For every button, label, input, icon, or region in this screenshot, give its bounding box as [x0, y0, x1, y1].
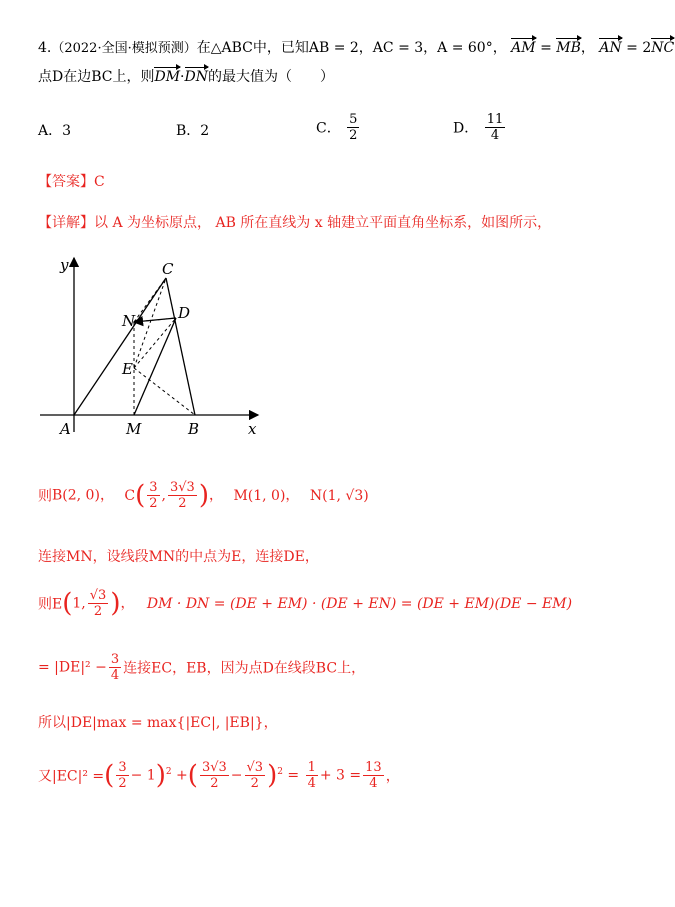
option-c-label: C． — [316, 120, 341, 137]
plus-three-eq: + 3 = — [319, 767, 362, 784]
segment-ec — [134, 278, 166, 368]
frac-13-4: $\frac{13}{4}$ — [365, 760, 382, 791]
trailing-comma: ， — [385, 768, 400, 785]
answer-value: C — [94, 174, 105, 190]
option-a — [38, 120, 71, 140]
answer-label: 【答案】 — [38, 174, 94, 190]
vector-an: AN — [599, 37, 621, 56]
solution-line-4-text: 连接EC，EB，因为点D在线段BC上， — [123, 660, 366, 677]
question-source: （2022·全国·模拟预测） — [51, 41, 197, 56]
segment-ed — [134, 318, 176, 368]
solution-coords: 则B(2, 0)， C( $\frac{3}{2}$ , $\frac{3√3}{2}$ )， M(1, 0)， N(1, √3) — [38, 480, 369, 511]
question-number: 4. — [38, 40, 52, 56]
vector-nc: NC — [651, 37, 674, 56]
solution-line-2-text: 连接MN，设线段MN的中点为E，连接DE， — [38, 549, 319, 565]
detail-text: 以 A 为坐标原点， AB 所在直线为 x 轴建立平面直角坐标系，如图所示， — [94, 215, 552, 231]
frac-1-4: $\frac{1}{4}$ — [307, 760, 316, 791]
label-y: y — [60, 256, 69, 274]
label-x: x — [248, 420, 257, 438]
coord-c-x: $\frac{3}{2}$ — [149, 480, 158, 511]
detail-label: 【详解】 — [38, 215, 94, 231]
label-m: M — [126, 420, 142, 438]
coord-b: B(2, 0) — [52, 487, 100, 504]
label-n: N — [122, 312, 136, 330]
eq-sign-2: = 2 — [626, 40, 652, 56]
three-quarters: $\frac{3}{4}$ — [110, 652, 120, 683]
vector-dn: DN — [185, 66, 208, 85]
dot-product-expansion: DM · DN = (DE + EM) · (DE + EN) = (DE + EM)(DE − EM) — [146, 595, 573, 612]
max-de-expr: 所以|DE|max = max{|EC|, |EB|}， — [38, 715, 278, 731]
question-line2-b: 的最大值为（ ） — [207, 69, 334, 85]
solution-line-5 — [38, 712, 278, 732]
option-c-fraction: $\frac{5}{2}$ — [349, 112, 358, 143]
answer-line — [38, 171, 105, 191]
point-e-x: 1, — [72, 595, 86, 612]
segment-ac — [74, 278, 166, 415]
frac-sqrt3-2: $\frac{√3}{2}$ — [246, 760, 264, 791]
label-e: E — [122, 360, 133, 378]
label-a: A — [60, 420, 71, 438]
plus-sign: + — [176, 767, 188, 784]
solution-line-3: 则E(1, $\frac{√3}{2}$ )， DM · DN = (DE + EM) · (DE + EN) = (DE + EM)(DE − EM) — [38, 588, 573, 619]
vector-mb: MB — [556, 37, 581, 56]
option-b — [176, 120, 209, 140]
solution-line-6: 又|EC|² =( $\frac{3}{2}$ − 1)$^2$ +( $\frac{3√3}{2}$ − $\frac{√3}{2}$ )$^2$ = $\frac{1}{4}$ + 3 = $\frac{13}{4}$ ， — [38, 760, 400, 791]
question-stem-part1: 在△ABC中，已知AB = 2，AC = 3，A = 60°， — [196, 40, 507, 56]
point-e-y: $\frac{√3}{2}$ — [89, 588, 107, 619]
de-squared-expr: = |DE|² − — [38, 659, 107, 676]
option-b-value: 2 — [200, 123, 210, 139]
ec-squared-prefix: 又|EC|² = — [38, 768, 105, 785]
option-d-label: D． — [453, 120, 479, 137]
vector-dm: DM — [154, 66, 180, 85]
option-d-fraction: $\frac{11}{4}$ — [486, 112, 504, 143]
minus-one: − 1 — [130, 767, 156, 784]
frac-3sqrt3-2: $\frac{3√3}{2}$ — [201, 760, 227, 791]
frac-3-2: $\frac{3}{2}$ — [118, 760, 127, 791]
option-a-label: A． — [38, 123, 63, 139]
label-c: C — [162, 260, 174, 278]
option-a-value: 3 — [62, 123, 72, 139]
coords-prefix: 则 — [38, 488, 52, 505]
segment-md — [134, 318, 176, 415]
coordinate-figure — [30, 250, 270, 440]
segment-cb — [166, 278, 195, 415]
solution-line-4 — [38, 652, 365, 683]
question-line2-a: 点D在边BC上，则 — [38, 69, 155, 85]
coord-m: M(1, 0) — [233, 487, 286, 504]
segment-eb — [134, 368, 195, 415]
option-b-label: B． — [176, 123, 201, 139]
eq-sign-1: = — [540, 40, 552, 56]
question-line-1: 4.（2022·全国·模拟预测）在△ABC中，已知AB = 2，AC = 3，A = 60°， AM = MB， AN = 2NC — [38, 37, 674, 57]
point-e-prefix: 则E — [38, 596, 63, 613]
vector-am: AM — [511, 37, 535, 56]
option-d — [453, 112, 507, 143]
coord-c-y: $\frac{3√3}{2}$ — [170, 480, 195, 511]
detail-line — [38, 212, 551, 232]
solution-line-2 — [38, 546, 319, 566]
option-c — [316, 112, 361, 143]
minus-sign: − — [230, 767, 243, 784]
question-line-2: 点D在边BC上，则DM·DN的最大值为（ ） — [38, 66, 334, 86]
coord-c-prefix: C — [124, 487, 136, 504]
coord-n: N(1, √3) — [309, 487, 369, 504]
label-b: B — [188, 420, 200, 438]
label-d: D — [178, 304, 191, 322]
